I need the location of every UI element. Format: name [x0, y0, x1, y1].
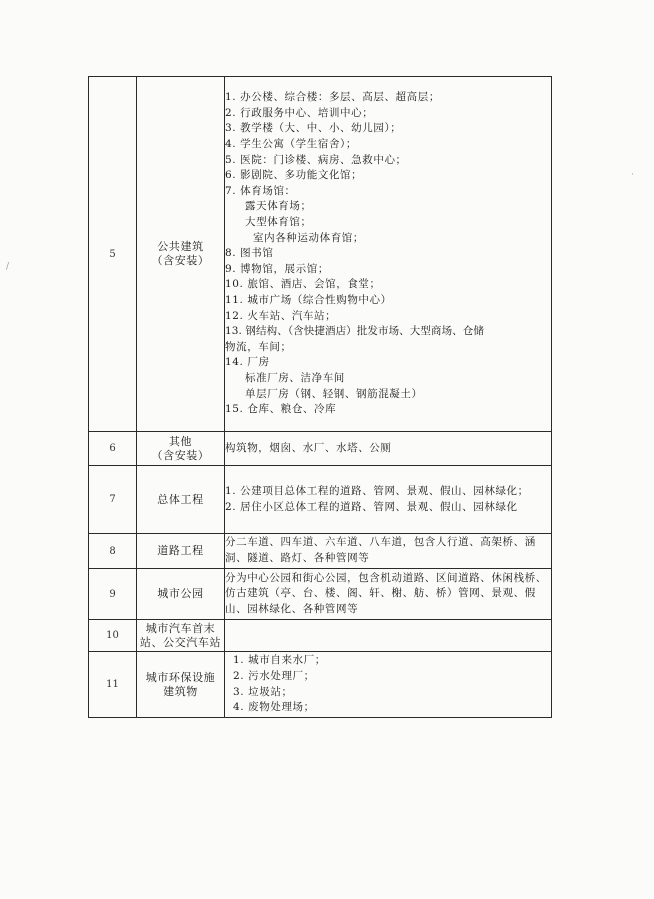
table-row	[89, 432, 552, 466]
row-category: 其他 （含安装）	[137, 432, 225, 466]
list-subitem: 大型体育馆；	[245, 216, 312, 229]
row-description	[225, 77, 552, 432]
row-description: 分二车道、四车道、六车道、八车道，包含人行道、高架桥、涵洞、隧道、路灯、各种管网等	[225, 534, 552, 569]
row-description: 分为中心公园和街心公园，包含机动道路、区间道路、休闲栈桥、仿古建筑（亭、台、楼、阁、轩、榭、舫、桥）管网、景观、假山、园林绿化、各种管网等	[225, 569, 552, 620]
list-subitem: 单层厂房（钢、轻钢、钢筋混凝土）	[245, 387, 423, 400]
row-description: 构筑物，烟囱、水厂、水塔、公厕	[225, 432, 552, 466]
list-item: 12. 火车站、汽车站；	[225, 309, 337, 322]
list-item: 1. 办公楼、综合楼：多层、高层、超高层；	[225, 91, 440, 104]
row-description	[225, 652, 552, 718]
list-item: 11. 城市广场（综合性购物中心）	[225, 293, 392, 306]
list-item: 1. 公建项目总体工程的道路、管网、景观、假山、园林绿化；	[225, 484, 529, 497]
list-item: 6. 影剧院、多功能文化馆；	[225, 169, 363, 182]
table-row	[89, 466, 552, 534]
list-item-continued: 物流，车间；	[225, 340, 292, 353]
table-row	[89, 569, 552, 620]
row-category: 城市公园	[137, 569, 225, 620]
row-category: 总体工程	[137, 466, 225, 534]
list-item: 14. 厂房	[225, 356, 270, 369]
scan-mark: /	[6, 262, 10, 272]
list-item: 1. 城市自来水厂；	[233, 654, 326, 667]
list-item: 4. 废物处理场；	[233, 701, 315, 714]
list-item: 13. 钢结构、（含快捷酒店）批发市场、大型商场、仓储	[225, 325, 484, 338]
table-row	[89, 534, 552, 569]
row-number: 6	[89, 432, 137, 466]
row-category: 城市环保设施 建筑物	[137, 652, 225, 718]
row-category: 道路工程	[137, 534, 225, 569]
list-item: 2. 行政服务中心、培训中心；	[225, 106, 374, 119]
building-type-table	[88, 76, 552, 718]
row-description	[225, 620, 552, 652]
list-subitem: 露天体育场；	[245, 200, 312, 213]
row-number: 5	[89, 77, 137, 432]
list-item: 4. 学生公寓（学生宿舍）；	[225, 138, 358, 151]
list-item: 10. 旅馆、酒店、会馆，食堂；	[225, 278, 381, 291]
row-number: 11	[89, 652, 137, 718]
list-item: 7. 体育场馆：	[225, 184, 296, 197]
list-item: 3. 教学楼（大、中、小、幼儿园）；	[225, 122, 402, 135]
row-category: 公共建筑 （含安装）	[137, 77, 225, 432]
row-category: 城市汽车首末 站、公交汽车站	[137, 620, 225, 652]
table-row	[89, 620, 552, 652]
list-item: 15. 仓库、粮仓、冷库	[225, 403, 337, 416]
list-item: 9. 博物馆，展示馆；	[225, 262, 329, 275]
row-number: 7	[89, 466, 137, 534]
list-item: 8. 图书馆	[225, 247, 274, 260]
table-row	[89, 77, 552, 432]
row-number: 9	[89, 569, 137, 620]
row-number: 10	[89, 620, 137, 652]
list-item: 3. 垃圾站；	[233, 685, 293, 698]
list-subitem: 室内各种运动体育馆；	[253, 231, 364, 244]
row-number: 8	[89, 534, 137, 569]
list-item: 2. 居住小区总体工程的道路、管网、景观、假山、园林绿化	[225, 500, 518, 513]
scan-dot: ·	[631, 170, 634, 180]
row-description	[225, 466, 552, 534]
list-subitem: 标准厂房、洁净车间	[245, 371, 345, 384]
list-item: 2. 污水处理厂；	[233, 669, 315, 682]
table-row	[89, 652, 552, 718]
list-item: 5. 医院：门诊楼、病房、急救中心；	[225, 153, 407, 166]
